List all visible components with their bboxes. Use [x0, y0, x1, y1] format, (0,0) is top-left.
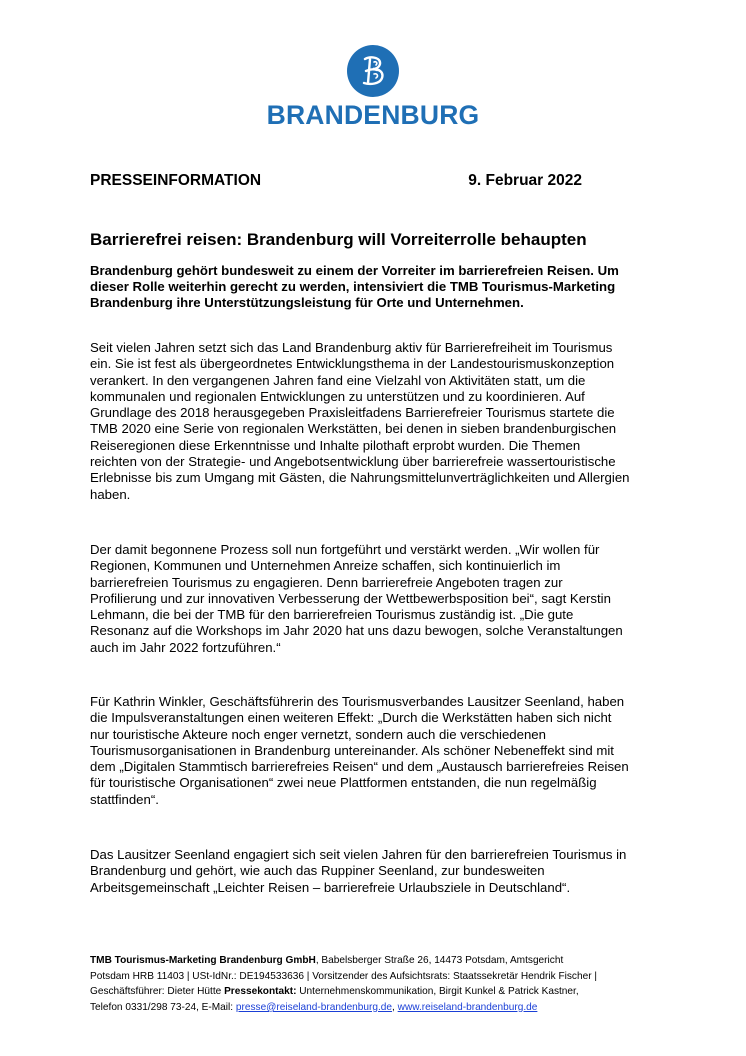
footer-separator: , [392, 1001, 398, 1013]
footer-contact-label: Pressekontakt: [224, 986, 297, 998]
footer-address: , Babelsberger Straße 26, 14473 Potsdam, Amtsgericht Potsdam HRB 11403 | USt-IdNr.: DE194533636 | Vorsitzender des Aufsichtsrats: Staatssekretär Hendrik Fischer | Geschäftsführer: Dieter Hütte [90, 955, 597, 998]
article-paragraph-1: Seit vielen Jahren setzt sich das Land Brandenburg aktiv für Barrierefreiheit im Tourismus ein. Sie ist fest als übergeordnetes Entwicklungsthema in der Landestourismuskonzeption verankert. In den vergangenen Jahren fand eine Vielzahl von Aktivitäten statt, um die kommunalen und regionalen Entwicklungen zu unterstützen und zu koordinieren. Auf Grundlage des 2018 herausgegeben Praxisleitfadens Barrierefreier Tourismus startete die TMB 2020 eine Serie von regionalen Werkstätten, bei denen in sieben brandenburgischen Reiseregionen diese Erkenntnisse und Inhalte pilothaft erprobt wurden. Die Themen reichten von der Strategie- und Angebotsentwicklung über barrierefreie wassertouristische Erlebnisse bis zum Umgang mit Gästen, die Nahrungsmittelunverträglichkeiten und Allergien haben. [90, 340, 630, 502]
press-label: PRESSEINFORMATION [90, 172, 262, 189]
email-link[interactable]: presse@reiseland-brandenburg.de [235, 1001, 393, 1013]
article-paragraph-4: Das Lausitzer Seenland engagiert sich seit vielen Jahren für den barrierefreien Tourismus in Brandenburg und gehört, wie auch das Ruppiner Seenland, zur bundesweiten Arbeitsgemeinschaft „Leichter Reisen – barrierefreie Urlaubsziele in Deutschland“. [90, 847, 627, 895]
press-info-row [90, 172, 582, 190]
article-headline: Barrierefrei reisen: Brandenburg will Vorreiterrolle behaupten [90, 230, 587, 249]
website-link[interactable]: www.reiseland-brandenburg.de [397, 1001, 538, 1013]
brand-logo [0, 44, 746, 131]
press-date: 9. Februar 2022 [468, 172, 582, 189]
article-paragraph-2: Der damit begonnene Prozess soll nun fortgeführt und verstärkt werden. „Wir wollen für Regionen, Kommunen und Unternehmen Anreize schaffen, sich kontinuierlich im barrierefreien Tourismus zu engagieren. Denn barrierefreie Angeboten tragen zur Profilierung und zur innovativen Verbesserung der Wettbewerbsposition bei“, sagt Kerstin Lehmann, die bei der TMB für den barrierefreien Tourismus zuständig ist. „Die gute Resonanz auf die Workshops im Jahr 2020 hat uns dazu bewogen, solche Veranstaltungen auch im Jahr 2022 fortzuführen.“ [90, 542, 623, 655]
brand-wordmark: BRANDENBURG [266, 100, 480, 130]
brandenburg-b-circle-icon [346, 44, 400, 98]
footer-contact-text: Unternehmenskommunikation, Birgit Kunkel & Patrick Kastner, Telefon 0331/298 73-24, E-Mail: [90, 986, 579, 1013]
article-lead: Brandenburg gehört bundesweit zu einem der Vorreiter im barrierefreien Reisen. Um dieser Rolle weiterhin gerecht zu werden, intensiviert die TMB Tourismus-Marketing Brandenburg ihre Unterstützungsleistung für Orte und Unternehmen. [90, 263, 619, 310]
footer-imprint [90, 953, 600, 1015]
footer-company: TMB Tourismus-Marketing Brandenburg GmbH [90, 955, 316, 966]
article-paragraph-3: Für Kathrin Winkler, Geschäftsführerin des Tourismusverbandes Lausitzer Seenland, haben die Impulsveranstaltungen einen weiteren Effekt: „Durch die Werkstätten haben sich nicht nur touristische Akteure noch enger vernetzt, sondern auch die verschiedenen Tourismusorganisationen in Brandenburg untereinander. Als schöner Nebeneffekt sind mit dem „Digitalen Stammtisch barrierefreies Reisen“ und dem „Austausch barrierefreies Reisen für touristische Organisationen“ zwei neue Plattformen entstanden, die nun regelmäßig stattfinden“. [90, 694, 629, 807]
